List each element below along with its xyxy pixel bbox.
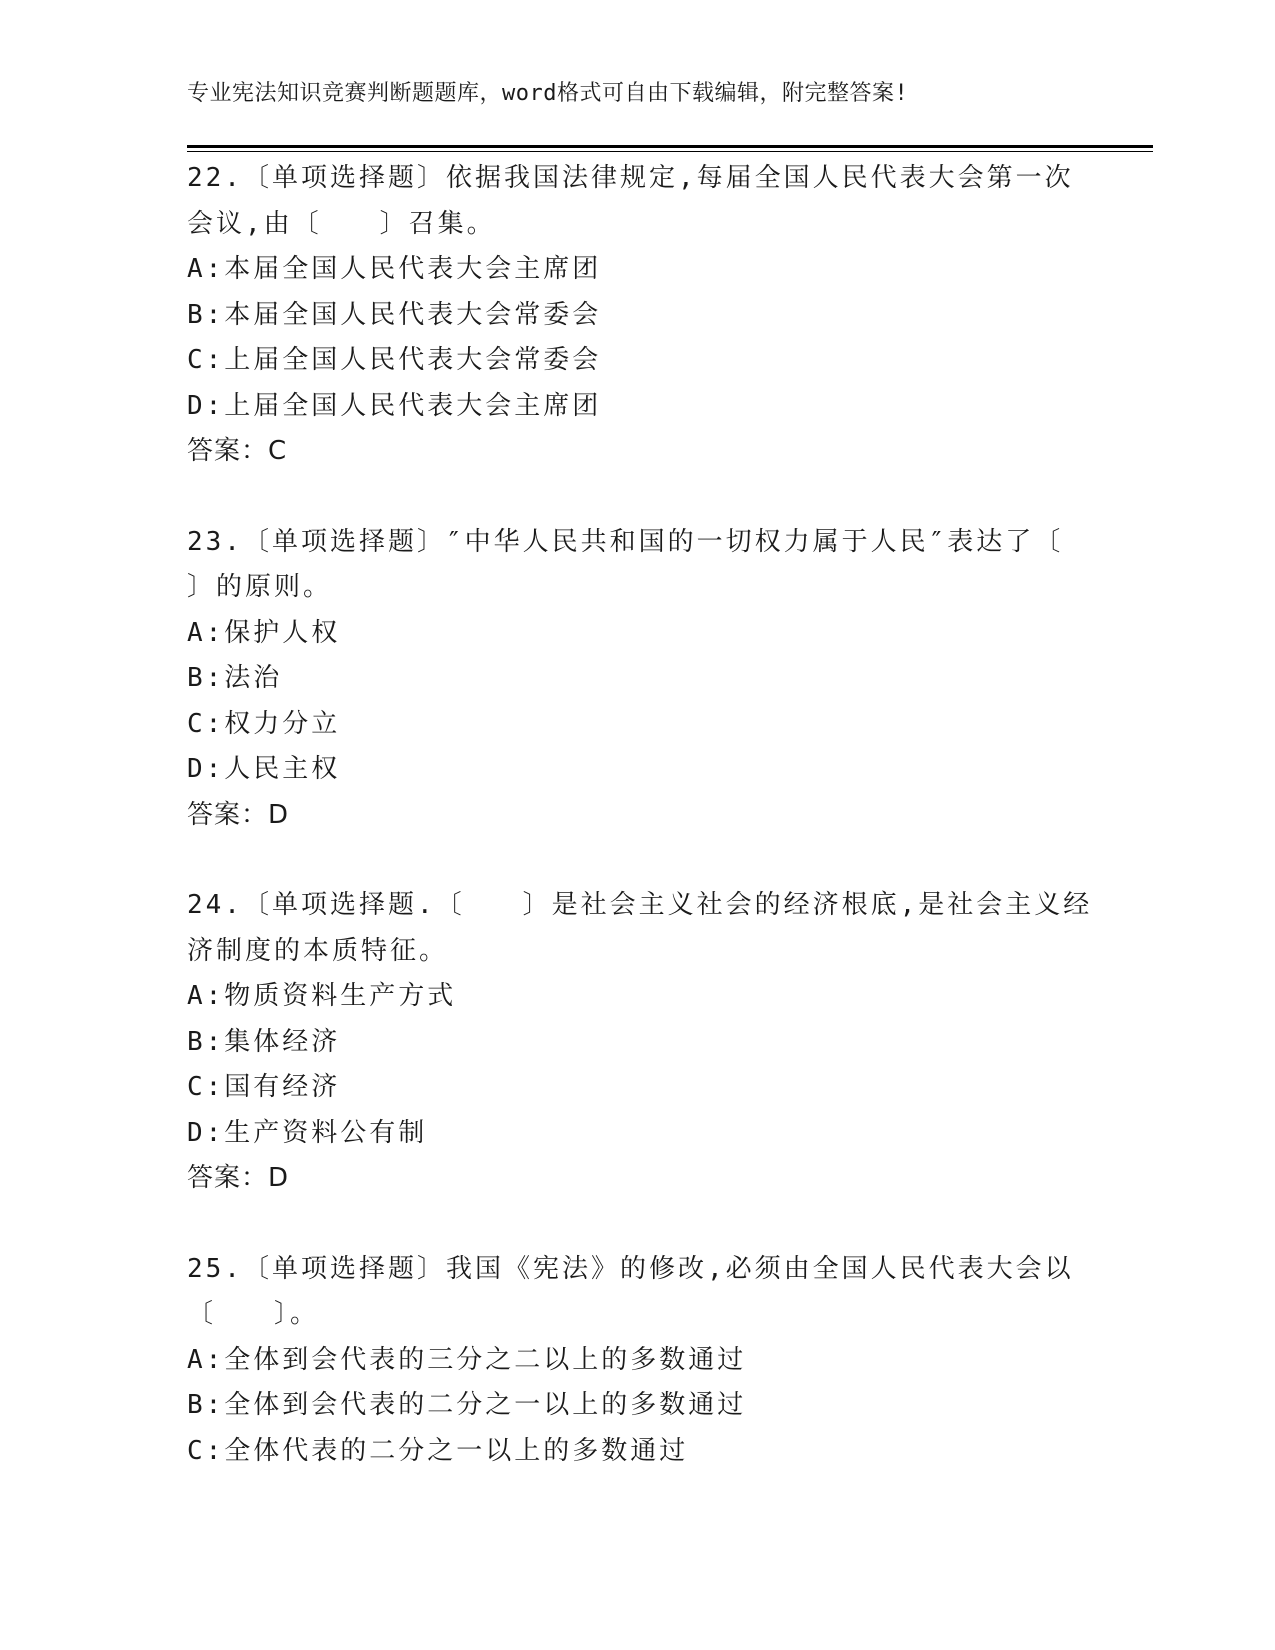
question-23 [187,520,1087,839]
option-d: D:上届全国人民代表大会主席团 [187,390,602,421]
answer-label: 答案：D [187,1163,290,1193]
option-b: B:全体到会代表的二分之一以上的多数通过 [187,1390,747,1420]
option-b: B:本届全国人民代表大会常委会 [187,299,602,330]
question-22 [187,156,1087,475]
option-c: C:上届全国人民代表大会常委会 [187,345,602,375]
document-header: 专业宪法知识竞赛判断题题库，word格式可自由下载编辑，附完整答案! [187,81,909,106]
option-c: C:国有经济 [187,1072,341,1102]
option-a: A:全体到会代表的三分之二以上的多数通过 [187,1344,747,1375]
question-stem-line: 济制度的本质特征。 [187,935,449,966]
question-stem-line: 22.〔单项选择题〕依据我国法律规定,每届全国人民代表大会第一次 [187,163,1074,193]
question-list [187,156,1093,1519]
question-stem-line: 〕的原则。 [187,572,333,602]
option-b: B:集体经济 [187,1026,341,1057]
question-stem-line: 会议,由〔 〕召集。 [187,208,496,239]
option-c: C:权力分立 [187,708,341,739]
option-a: A:保护人权 [187,617,341,648]
option-d: D:人民主权 [187,754,341,784]
option-c: C:全体代表的二分之一以上的多数通过 [187,1435,689,1466]
option-d: D:生产资料公有制 [187,1117,428,1148]
header-divider-thick [187,145,1153,148]
answer-label: 答案：C [187,436,288,466]
question-25 [187,1247,1087,1475]
answer-label: 答案：D [187,799,290,830]
option-b: B:法治 [187,663,283,693]
question-stem-line: 23.〔单项选择题〕″中华人民共和国的一切权力属于人民″表达了〔 [187,526,1064,557]
question-stem-line: 24.〔单项选择题.〔 〕是社会主义社会的经济根底,是社会主义经 [187,890,1093,920]
question-24 [187,883,1093,1202]
option-a: A:本届全国人民代表大会主席团 [187,254,602,284]
question-stem-line: 〔 〕。 [187,1299,320,1329]
header-divider-thin [187,151,1153,152]
question-stem-line: 25.〔单项选择题〕我国《宪法》的修改,必须由全国人民代表大会以 [187,1253,1074,1284]
option-a: A:物质资料生产方式 [187,981,457,1011]
